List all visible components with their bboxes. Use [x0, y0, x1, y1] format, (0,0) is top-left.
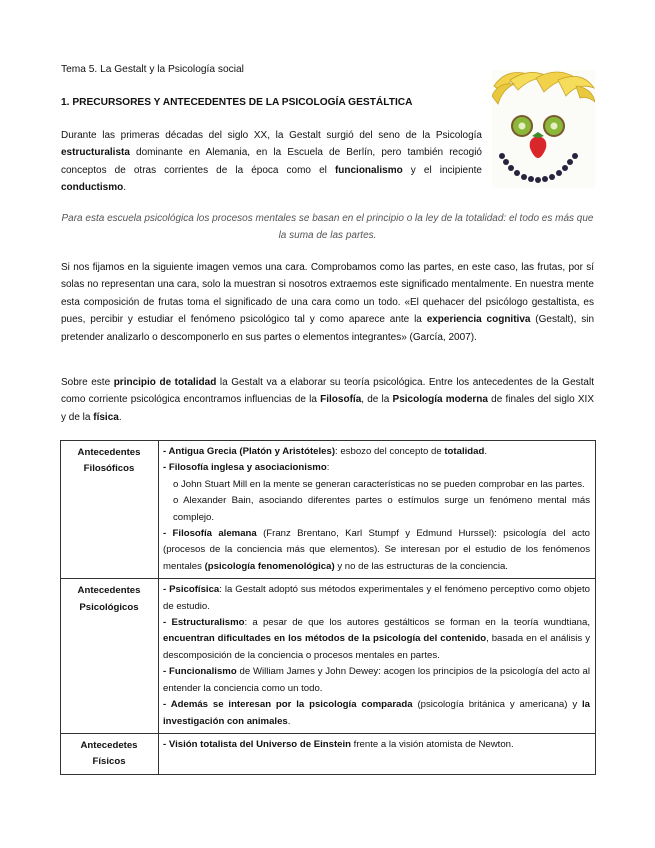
- table-row: [61, 441, 596, 579]
- row-content: - Psicofísica: la Gestalt adoptó sus métodos experimentales y el fenómeno perceptivo como objeto de estudio. - Estructuralismo: a pesar de que los autores gestálticos se forman en la teoría wundtiana, encuentran dificultades en los métodos de la psicología del contenido, basada en el análisis y descomposición de la conciencia o procesos mentales en partes. - Funcionalismo de William James y John Dewey: acogen los principios de la psicología del acto al entender la conciencia como un todo. - Además se interesan por la psicología comparada (psicología británica y americana) y la investigación con animales.: [159, 579, 596, 734]
- row-label: Antecedentes Filosóficos: [61, 441, 159, 579]
- fruit-face-image: [492, 70, 595, 188]
- totality-paragraph: Sobre este principio de totalidad la Gestalt va a elaborar su teoría psicológica. Entre los antecedentes de la Gestalt como corriente psicológica encontramos influencias de la Filosofía, de la Psicología moderna de finales del siglo XIX y de la física.: [61, 377, 594, 423]
- row-label: Antecedetes Físicos: [61, 733, 159, 774]
- row-content: - Visión totalista del Universo de Einstein frente a la visión atomista de Newton.: [159, 733, 596, 774]
- topic-header: Tema 5. La Gestalt y la Psicología social: [61, 64, 244, 75]
- row-content: - Antigua Grecia (Platón y Aristóteles): esbozo del concepto de totalidad. - Filosofía inglesa y asociacionismo: o John Stuart Mill en la mente se generan características no se pueden comprobar en las partes. o Alexander Bain, asociando diferentes partes o estímulos surge un fenómeno mental más complejo. - Filosofía alemana (Franz Brentano, Karl Stumpf y Edmund Hurssel): psicología del acto (procesos de la conciencia más que elementos). Se interesan por el estudio de los fenómenos mentales (psicología fenomenológica) y no de las estructuras de la conciencia.: [159, 441, 596, 579]
- table-row: [61, 579, 596, 734]
- section-title: 1. PRECURSORES Y ANTECEDENTES DE LA PSICOLOGÍA GESTÁLTICA: [61, 97, 413, 108]
- table-row: [61, 733, 596, 774]
- face-paragraph: Si nos fijamos en la siguiente imagen vemos una cara. Comprobamos como las partes, en este caso, las frutas, por sí solas no representan una cara, solo la muestran si nosotros extraemos este significado mentalmente. En nuestra mente esta composición de frutas toma el significado de una cara como un todo. «El quehacer del psicólogo gestaltista, es pues, percibir y estudiar el fenómeno psicológico tal y como aparece ante la experiencia cognitiva (Gestalt), sin pretender analizarlo o descomponerlo en sus partes o elementos integrantes» (García, 2007).: [61, 262, 595, 343]
- highlight-quote: Para esta escuela psicológica los procesos mentales se basan en el principio o la ley de la totalidad: el todo es más que la suma de las partes.: [61, 213, 594, 241]
- antecedents-table: [60, 440, 596, 775]
- intro-paragraph: Durante las primeras décadas del siglo XX, la Gestalt surgió del seno de la Psicología estructuralista dominante en Alemania, en la Escuela de Berlín, pero también recogió conceptos de otras corrientes de la época como el funcionalismo y el incipiente conductismo.: [61, 130, 482, 194]
- row-label: Antecedentes Psicológicos: [61, 579, 159, 734]
